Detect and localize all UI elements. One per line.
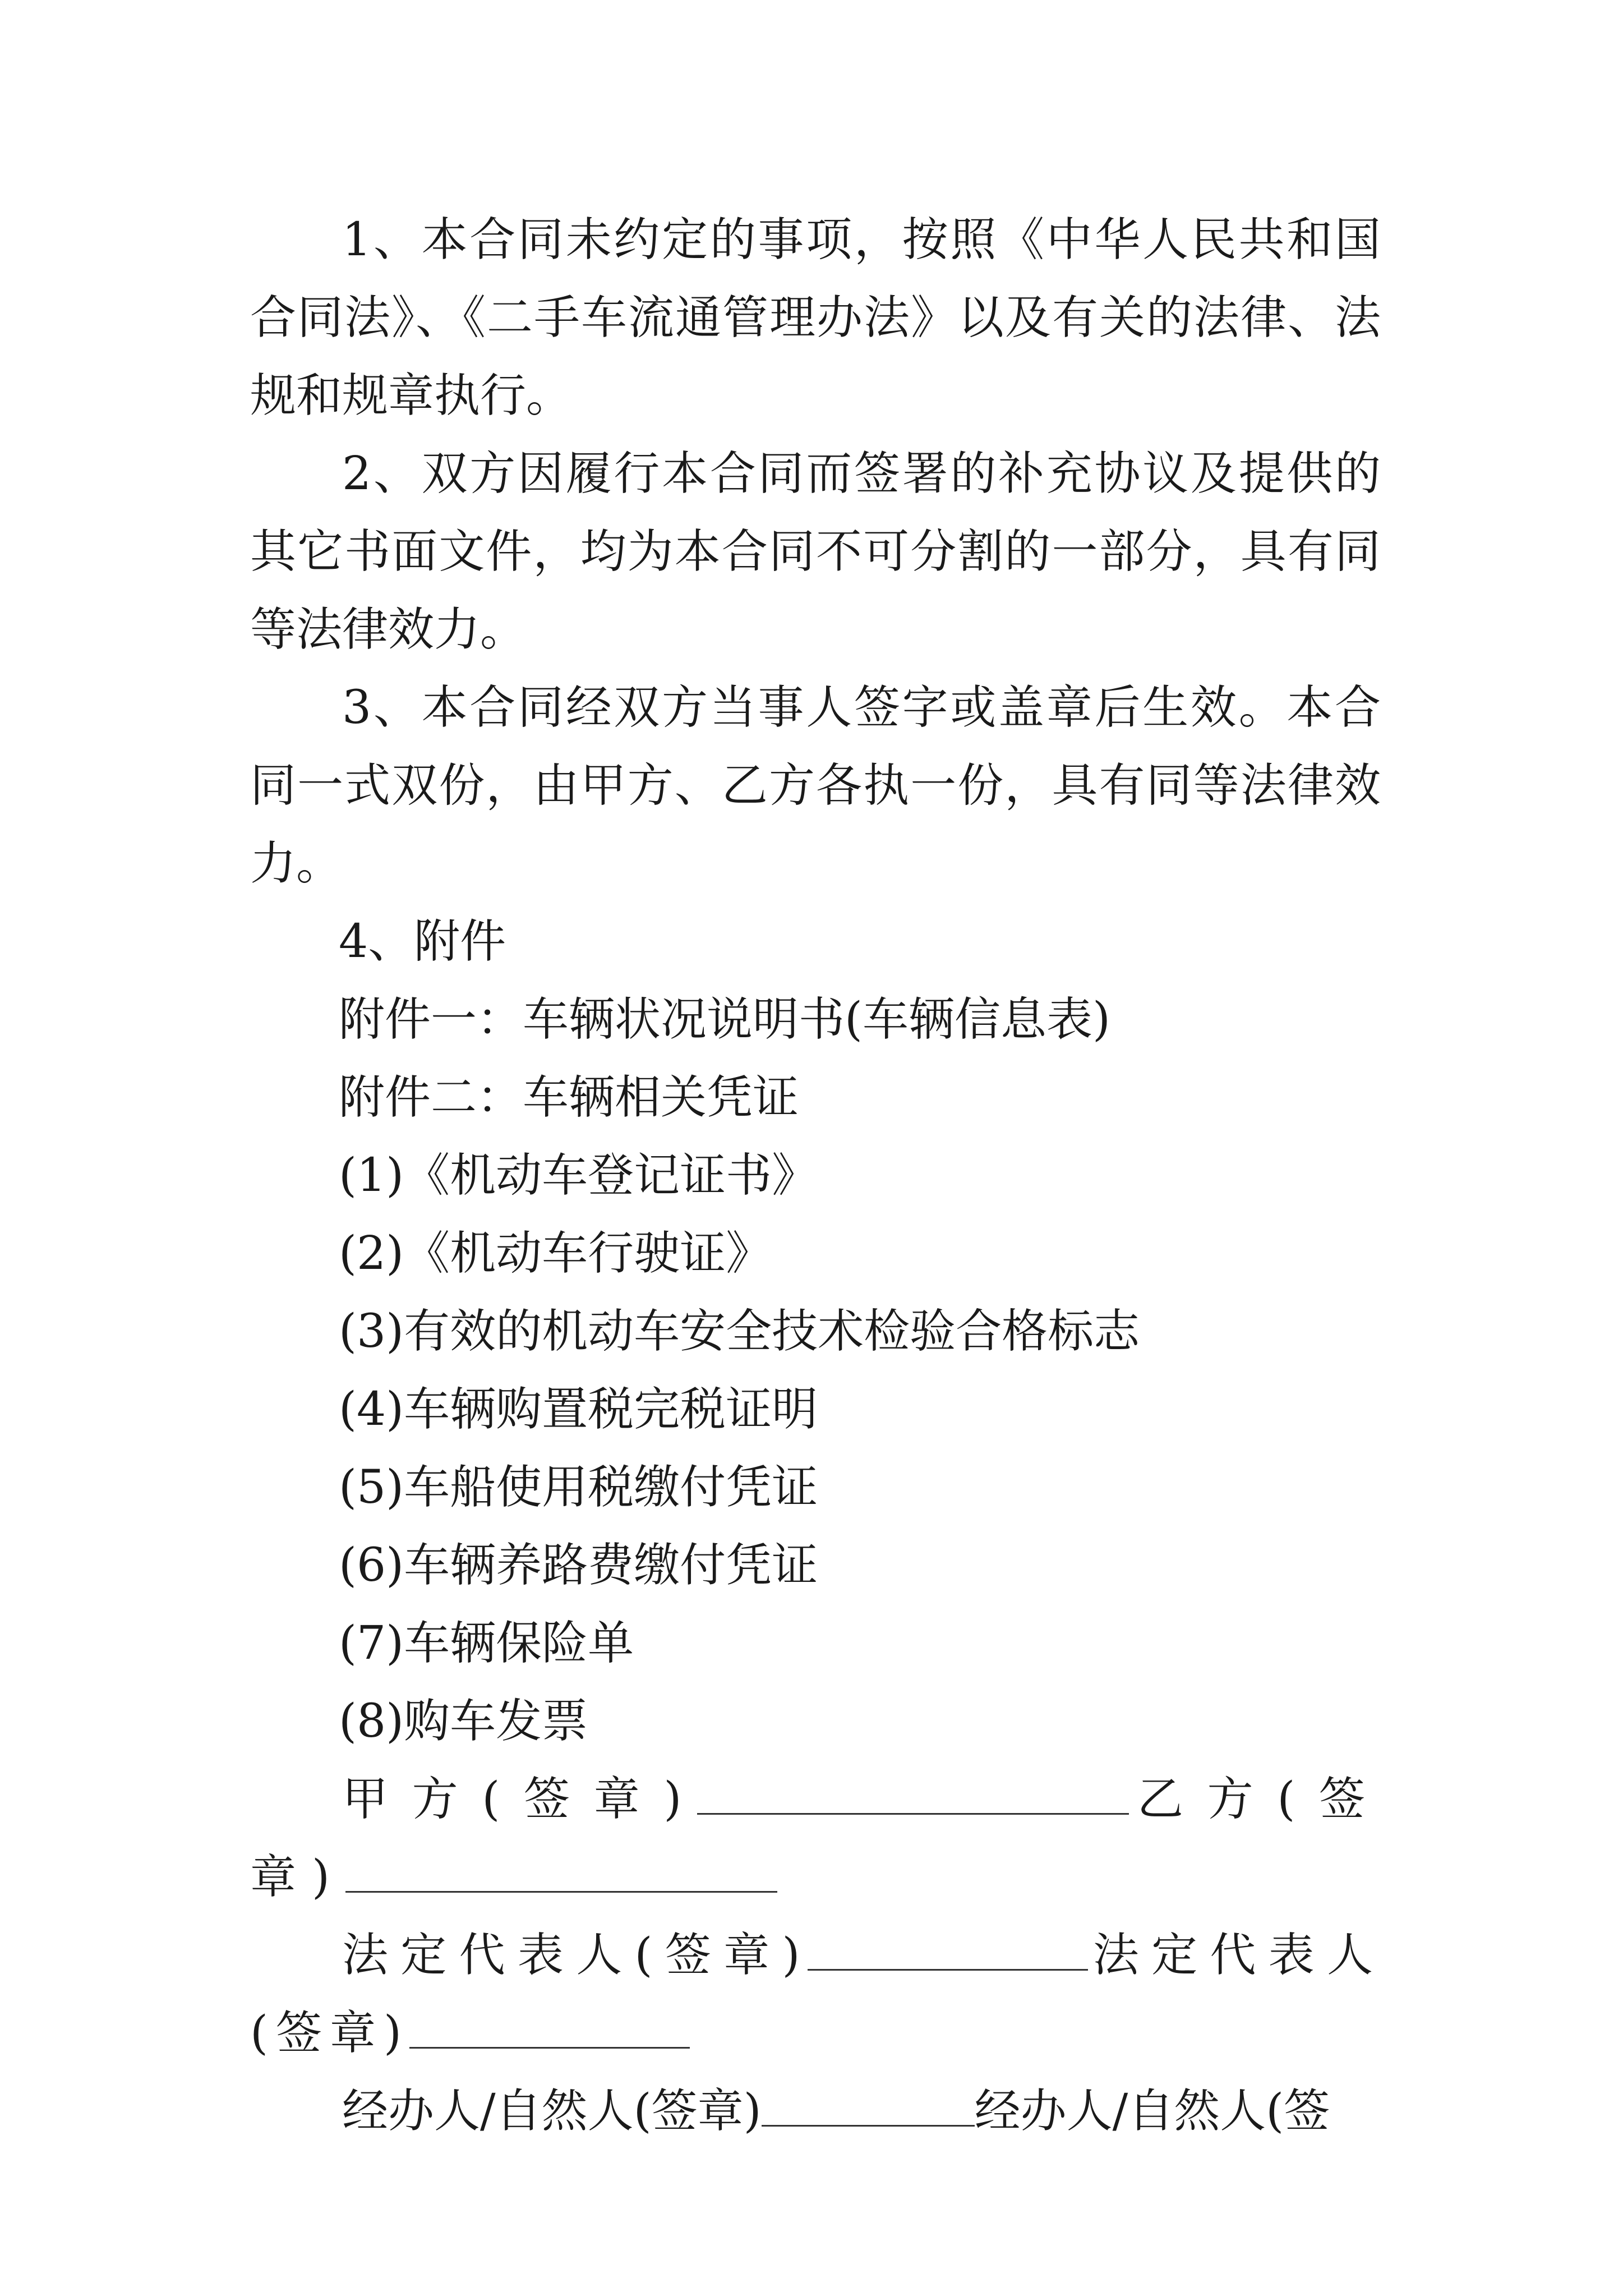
document-list-item-6: (6)车辆养路费缴付凭证 xyxy=(339,1539,818,1592)
document-list-item-5: (5)车船使用税缴付凭证 xyxy=(339,1461,818,1514)
agent-a-signature-blank[interactable] xyxy=(762,2086,975,2127)
document-list-item-8: (8)购车发票 xyxy=(339,1695,588,1748)
document-list-item-2: (2)《机动车行驶证》 xyxy=(339,1227,772,1280)
document-list-item-1: (1)《机动车登记证书》 xyxy=(339,1149,818,1202)
attachment-2: 附件二：车辆相关凭证 xyxy=(339,1071,799,1124)
party-a-label: 甲方(签章) xyxy=(342,1773,698,1826)
legal-rep-a-label: 法定代表人(签章) xyxy=(342,1929,808,1982)
document-list-item-4: (4)车辆购置税完税证明 xyxy=(339,1383,818,1436)
document-list-item-3: (3)有效的机动车安全技术检验合格标志 xyxy=(339,1305,1140,1358)
attachments-heading: 4、附件 xyxy=(339,915,506,968)
party-a-signature-blank[interactable] xyxy=(697,1774,1129,1815)
document-body xyxy=(250,201,1381,2150)
party-signature-line xyxy=(250,1760,1381,1916)
clause-3: 3、本合同经双方当事人签字或盖章后生效。本合同一式双份，由甲方、乙方各执一份，具有同等法律效力。 xyxy=(250,681,1381,890)
agent-signature-line xyxy=(250,2072,1381,2150)
document-list-item-7: (7)车辆保险单 xyxy=(339,1617,634,1670)
legal-rep-b-label: 法定代表人(签章) xyxy=(250,1929,1381,2060)
agent-a-label: 经办人/自然人(签章) xyxy=(342,2085,762,2138)
clause-1: 1、本合同未约定的事项，按照《中华人民共和国合同法》、《二手车流通管理办法》以及有关的法律、法规和规章执行。 xyxy=(250,213,1381,422)
clause-2: 2、双方因履行本合同而签署的补充协议及提供的其它书面文件，均为本合同不可分割的一部分，具有同等法律效力。 xyxy=(250,447,1381,656)
legal-rep-b-signature-blank[interactable] xyxy=(409,2008,690,2049)
legal-rep-a-signature-blank[interactable] xyxy=(808,1930,1088,1971)
agent-b-label: 经办人/自然人(签 xyxy=(974,2085,1330,2138)
attachment-1: 附件一：车辆状况说明书(车辆信息表) xyxy=(339,993,1110,1046)
party-b-label: 乙方(签章) xyxy=(250,1773,1381,1904)
legal-representative-signature-line xyxy=(250,1916,1381,2072)
party-b-signature-blank[interactable] xyxy=(345,1852,777,1893)
